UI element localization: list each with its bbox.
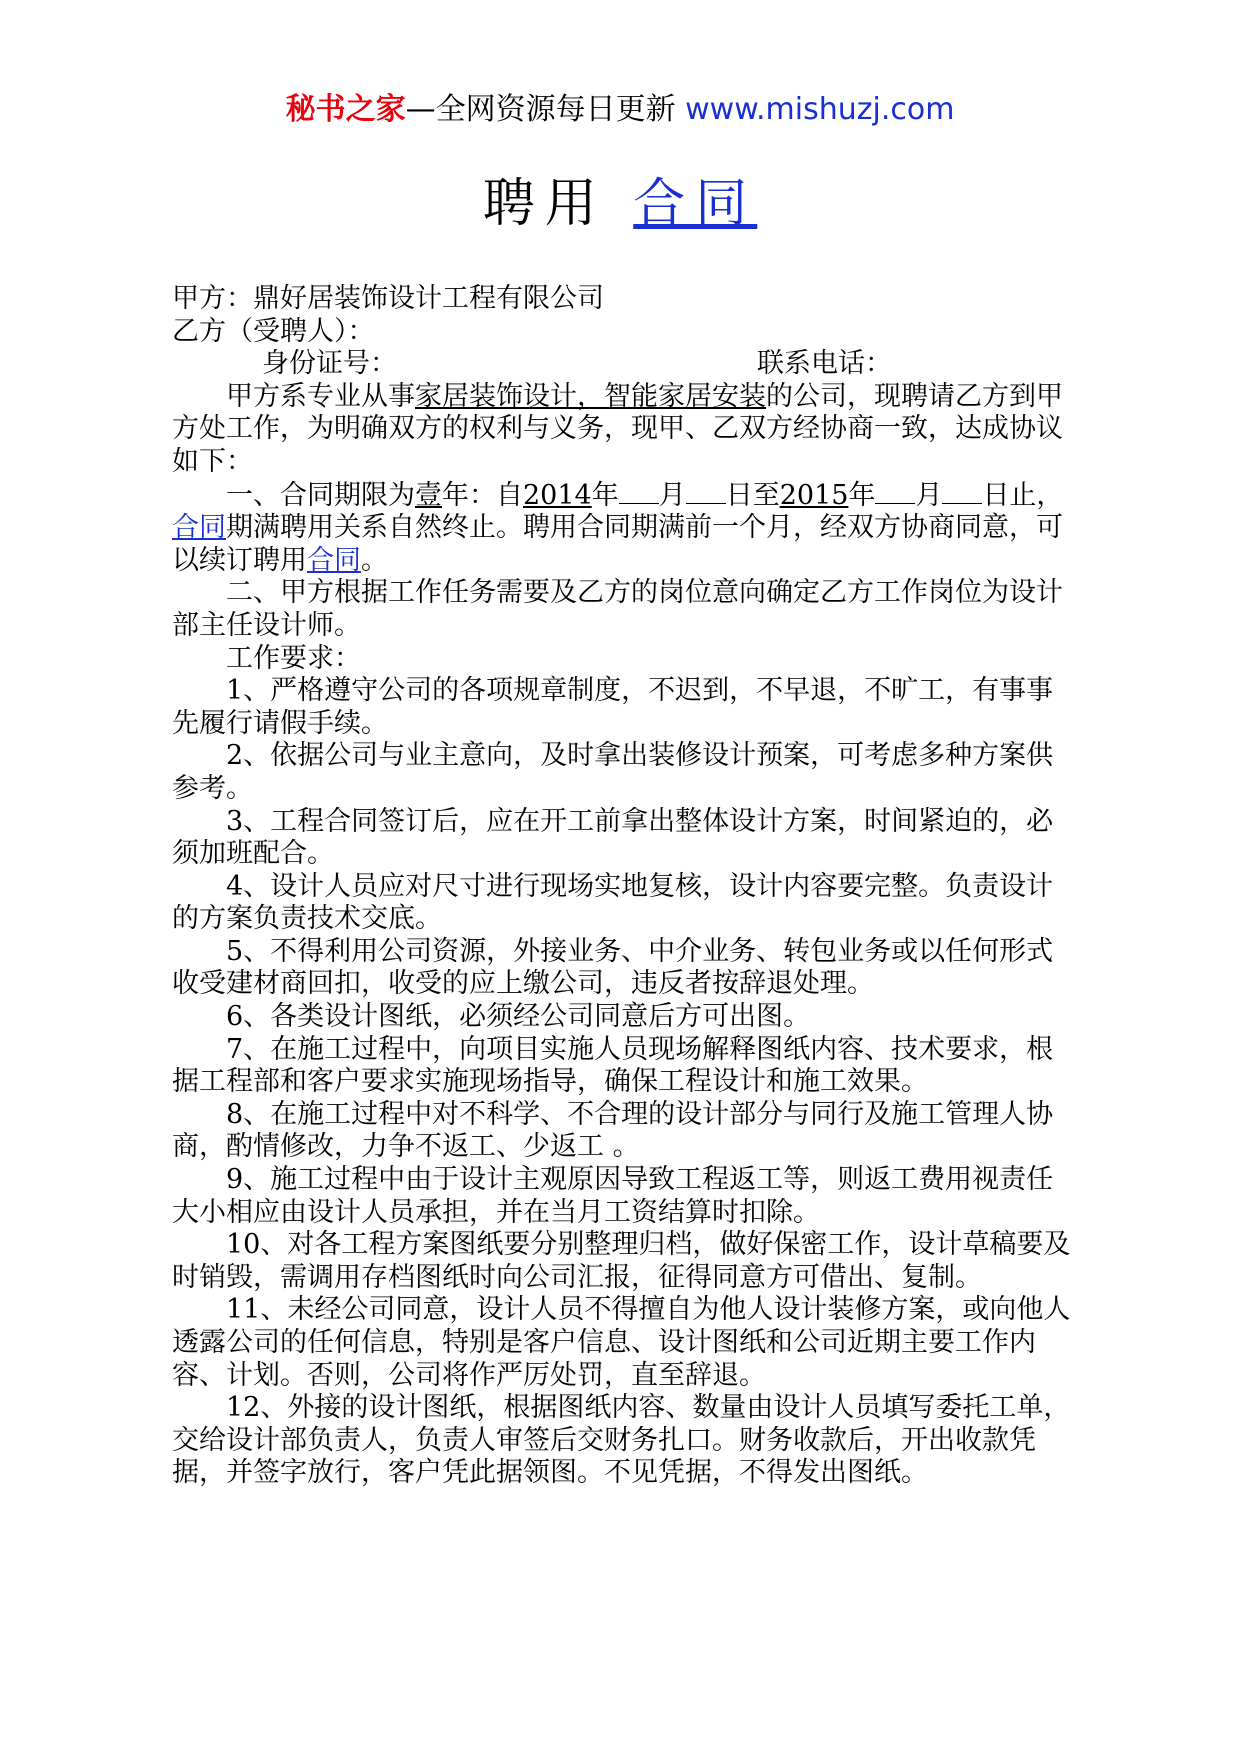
clause1-text: 日至: [725, 479, 780, 511]
clause1-text: 一、合同期限为: [226, 479, 415, 511]
intro-text-pre: 甲方系专业从事: [226, 380, 415, 412]
document-body: [172, 283, 1072, 1490]
clause1-text: 。: [361, 544, 388, 576]
requirement-item: 11、未经公司同意，设计人员不得擅自为他人设计装修方案，或向他人透露公司的任何信息，特别是客户信息、设计图纸和公司近期主要工作内容、计划。否则，公司将作严厉处罚，直至辞退。: [172, 1294, 1071, 1391]
intro-paragraph: [172, 381, 1072, 479]
document-title: [0, 172, 1240, 236]
contract-link[interactable]: 合同: [307, 544, 361, 576]
site-banner: [0, 92, 1240, 128]
clause1-text: 月: [915, 479, 943, 511]
blank-end-month[interactable]: [875, 479, 915, 504]
intro-business-scope: 家居装饰设计，智能家居安装: [415, 380, 766, 412]
blank-start-day[interactable]: [686, 479, 726, 504]
clause1-end-year: 2015: [779, 479, 849, 511]
requirement-item: 8、在施工过程中对不科学、不合理的设计部分与同行及施工管理人协商，酌情修改，力争不返工、少返工 。: [172, 1098, 1054, 1163]
clause1-text: 年: [591, 479, 619, 511]
clause1-text: 期满聘用关系自然终止。聘用合同期满前一个月，经双方协商同意，可以续订聘用: [172, 512, 1063, 576]
requirements-heading: 工作要求：: [226, 642, 361, 674]
clause-1: [172, 479, 1072, 578]
id-phone-line: [172, 348, 1072, 381]
party-b: 乙方（受聘人）：: [172, 315, 375, 347]
title-contract-link[interactable]: 合同: [633, 174, 758, 234]
banner-brand: 秘书之家: [285, 92, 406, 127]
contract-link[interactable]: 合同: [172, 512, 226, 544]
blank-end-day[interactable]: [942, 479, 982, 504]
requirement-item: 5、不得利用公司资源，外接业务、中介业务、转包业务或以任何形式收受建材商回扣，收受的应上缴公司，违反者按辞退处理。: [172, 935, 1054, 1000]
requirement-item: 4、设计人员应对尺寸进行现场实地复核，设计内容要完整。负责设计的方案负责技术交底。: [172, 870, 1054, 935]
clause1-start-year: 2014: [523, 479, 592, 511]
title-part1: 聘用: [482, 174, 607, 234]
requirement-item: 12、外接的设计图纸，根据图纸内容、数量由设计人员填写委托工单，交给设计部负责人，负责人审签后交财务扎口。财务收款后，开出收款凭据，并签字放行，客户凭此据领图。不见凭据，不得发出图纸。: [172, 1392, 1071, 1489]
requirement-item: 6、各类设计图纸，必须经公司同意后方可出图。: [226, 1001, 811, 1033]
clause1-term-years: 壹: [415, 479, 442, 511]
requirement-item: 1、严格遵守公司的各项规章制度，不迟到，不早退，不旷工，有事事先履行请假手续。: [172, 675, 1054, 739]
phone-label: 联系电话：: [757, 348, 892, 380]
id-number-label: 身份证号：: [262, 348, 397, 380]
party-a: 甲方：鼎好居装饰设计工程有限公司: [172, 283, 604, 314]
clause-2: 二、甲方根据工作任务需要及乙方的岗位意向确定乙方工作岗位为设计部主任设计师。: [172, 577, 1063, 641]
clause1-text: 年：自: [442, 479, 523, 511]
intro-text-post: 的公司，现聘请乙方到甲方处工作，为明确双方的权利与义务，现甲、乙双方经协商一致，达成协议如下：: [172, 380, 1063, 477]
requirement-item: 9、施工过程中由于设计主观原因导致工程返工等，则返工费用视责任大小相应由设计人员承担，并在当月工资结算时扣除。: [172, 1164, 1054, 1228]
banner-slogan: —全网资源每日更新: [405, 92, 676, 127]
blank-start-month[interactable]: [619, 479, 659, 504]
clause1-text: 日止，: [982, 479, 1064, 511]
requirement-item: 2、依据公司与业主意向，及时拿出装修设计预案，可考虑多种方案供参考。: [172, 740, 1054, 804]
clause1-text: 年: [848, 479, 876, 511]
requirement-item: 10、对各工程方案图纸要分别整理归档，做好保密工作，设计草稿要及时销毁，需调用存档图纸时向公司汇报，征得同意方可借出、复制。: [172, 1229, 1071, 1293]
requirement-item: 7、在施工过程中，向项目实施人员现场解释图纸内容、技术要求，根据工程部和客户要求实施现场指导，确保工程设计和施工效果。: [172, 1033, 1054, 1098]
clause1-text: 月: [658, 479, 686, 511]
banner-url-link[interactable]: www.mishuzj.com: [685, 92, 955, 127]
requirement-item: 3、工程合同签订后，应在开工前拿出整体设计方案，时间紧迫的，必须加班配合。: [172, 805, 1054, 870]
